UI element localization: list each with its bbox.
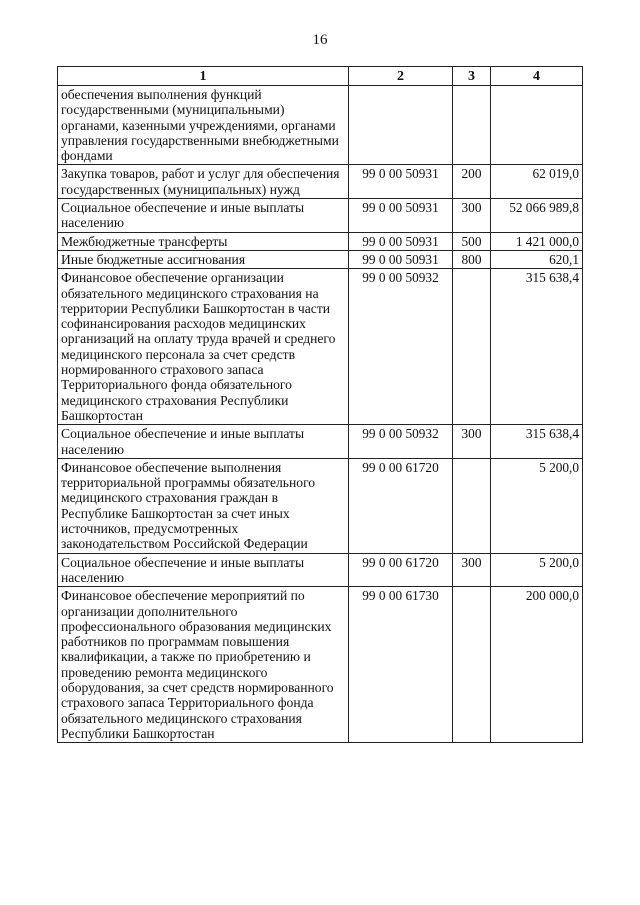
row-amount: 1 421 000,0 bbox=[491, 232, 583, 250]
column-header-type: 3 bbox=[453, 67, 491, 86]
row-name: Социальное обеспечение и иные выплаты населению bbox=[58, 553, 349, 587]
row-amount: 5 200,0 bbox=[491, 553, 583, 587]
row-amount: 5 200,0 bbox=[491, 458, 583, 553]
row-name: Иные бюджетные ассигнования bbox=[58, 250, 349, 268]
row-amount: 315 638,4 bbox=[491, 425, 583, 459]
row-name: обеспечения выполнения функций государственными (муниципальными) органами, казенными учреждениями, органами управления государственными внебюджетными фондами bbox=[58, 86, 349, 165]
row-code: 99 0 00 50931 bbox=[349, 250, 453, 268]
row-type: 800 bbox=[453, 250, 491, 268]
row-code: 99 0 00 61720 bbox=[349, 553, 453, 587]
row-amount: 62 019,0 bbox=[491, 165, 583, 199]
column-header-code: 2 bbox=[349, 67, 453, 86]
row-code: 99 0 00 50931 bbox=[349, 232, 453, 250]
row-name: Социальное обеспечение и иные выплаты населению bbox=[58, 425, 349, 459]
row-amount: 200 000,0 bbox=[491, 587, 583, 743]
row-code: 99 0 00 50932 bbox=[349, 425, 453, 459]
row-code: 99 0 00 50932 bbox=[349, 269, 453, 425]
row-code: 99 0 00 61730 bbox=[349, 587, 453, 743]
row-type bbox=[453, 458, 491, 553]
row-type: 300 bbox=[453, 199, 491, 233]
table-row bbox=[58, 458, 583, 553]
row-name: Финансовое обеспечение выполнения территориальной программы обязательного медицинского страхования граждан в Республике Башкортостан за счет иных источников, предусмотренных законодательством Российской Федерации bbox=[58, 458, 349, 553]
budget-table bbox=[57, 66, 583, 743]
row-code bbox=[349, 86, 453, 165]
row-name: Социальное обеспечение и иные выплаты населению bbox=[58, 199, 349, 233]
row-amount: 620,1 bbox=[491, 250, 583, 268]
table-row bbox=[58, 250, 583, 268]
row-type bbox=[453, 269, 491, 425]
row-type bbox=[453, 86, 491, 165]
table-row bbox=[58, 553, 583, 587]
row-type bbox=[453, 587, 491, 743]
row-amount: 52 066 989,8 bbox=[491, 199, 583, 233]
row-type: 300 bbox=[453, 553, 491, 587]
table-row bbox=[58, 269, 583, 425]
table-row bbox=[58, 232, 583, 250]
row-type: 500 bbox=[453, 232, 491, 250]
table-row bbox=[58, 86, 583, 165]
table-row bbox=[58, 425, 583, 459]
page-number: 16 bbox=[312, 32, 328, 48]
row-code: 99 0 00 61720 bbox=[349, 458, 453, 553]
row-name: Закупка товаров, работ и услуг для обеспечения государственных (муниципальных) нужд bbox=[58, 165, 349, 199]
row-type: 300 bbox=[453, 425, 491, 459]
column-header-name: 1 bbox=[58, 67, 349, 86]
row-code: 99 0 00 50931 bbox=[349, 165, 453, 199]
row-amount: 315 638,4 bbox=[491, 269, 583, 425]
row-name: Межбюджетные трансферты bbox=[58, 232, 349, 250]
table-row bbox=[58, 199, 583, 233]
row-name: Финансовое обеспечение мероприятий по организации дополнительного профессионального образования медицинских работников по программам повышения квалификации, а также по приобретению и проведению ремонта медицинского оборудования, за счет средств нормированного страхового запаса Территориального фонда обязательного медицинского страхования Республики Башкортостан bbox=[58, 587, 349, 743]
row-amount bbox=[491, 86, 583, 165]
table-row bbox=[58, 587, 583, 743]
column-header-amount: 4 bbox=[491, 67, 583, 86]
table-row bbox=[58, 165, 583, 199]
row-code: 99 0 00 50931 bbox=[349, 199, 453, 233]
table-header-row bbox=[58, 67, 583, 86]
row-type: 200 bbox=[453, 165, 491, 199]
row-name: Финансовое обеспечение организации обязательного медицинского страхования на территории Республики Башкортостан в части софинансирования расходов медицинских организаций на оплату труда врачей и среднего медицинского персонала за счет средств нормированного страхового запаса Территориального фонда обязательного медицинского страхования Республики Башкортостан bbox=[58, 269, 349, 425]
